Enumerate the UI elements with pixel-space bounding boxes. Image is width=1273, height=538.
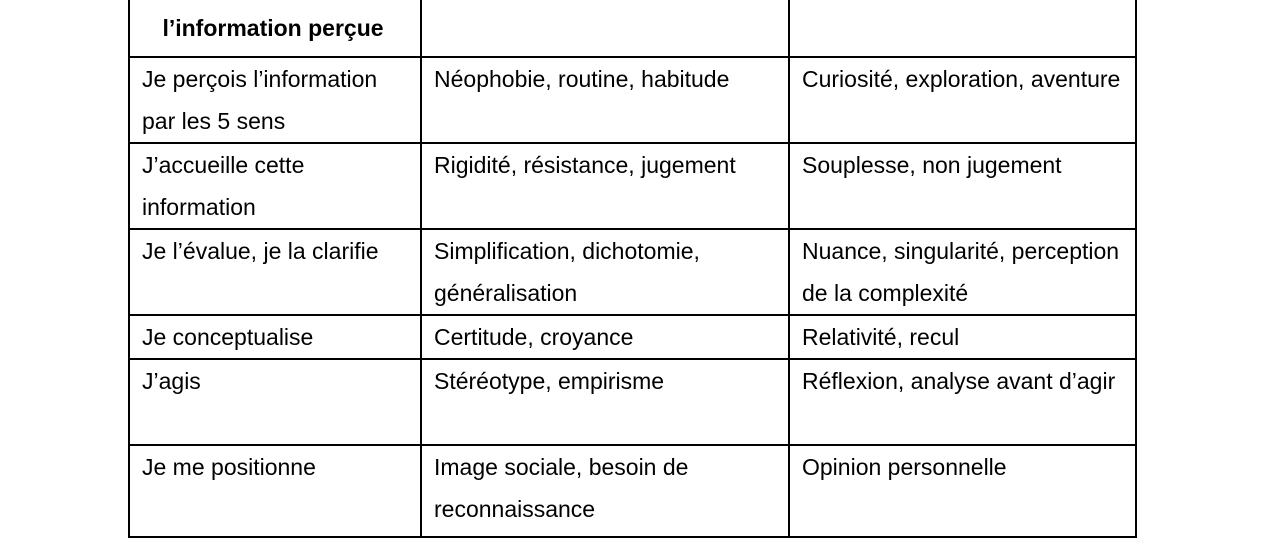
table-row (129, 315, 1136, 359)
table-header-cell-3 (789, 0, 1136, 57)
table-cell: Réflexion, analyse avant d’agir (789, 359, 1136, 445)
table-row (129, 359, 1136, 445)
table-cell: Je l’évalue, je la clarifie (129, 229, 421, 315)
table-header-row (129, 0, 1136, 57)
table-cell: Stéréotype, empirisme (421, 359, 789, 445)
table-cell: Relativité, recul (789, 315, 1136, 359)
table-cell: Nuance, singularité, perception de la complexité (789, 229, 1136, 315)
table-cell: Image sociale, besoin de reconnaissance (421, 445, 789, 537)
table-header-cell-1 (129, 0, 421, 57)
table-cell: Certitude, croyance (421, 315, 789, 359)
table-cell: Simplification, dichotomie, généralisation (421, 229, 789, 315)
table-cell: Je perçois l’information par les 5 sens (129, 57, 421, 143)
table-cell: Souplesse, non jugement (789, 143, 1136, 229)
table-cell: J’accueille cette information (129, 143, 421, 229)
table-cell: Néophobie, routine, habitude (421, 57, 789, 143)
table-row (129, 229, 1136, 315)
table-cell: Rigidité, résistance, jugement (421, 143, 789, 229)
table-cell: J’agis (129, 359, 421, 445)
table-cell: Je conceptualise (129, 315, 421, 359)
table-row (129, 143, 1136, 229)
table-cell: Je me positionne (129, 445, 421, 537)
header-title-text: l’information perçue (162, 15, 384, 41)
document-table (128, 0, 1137, 538)
table-cell: Curiosité, exploration, aventure (789, 57, 1136, 143)
table-row (129, 445, 1136, 537)
table-cell: Opinion personnelle (789, 445, 1136, 537)
table-row (129, 57, 1136, 143)
table-header-cell-2 (421, 0, 789, 57)
